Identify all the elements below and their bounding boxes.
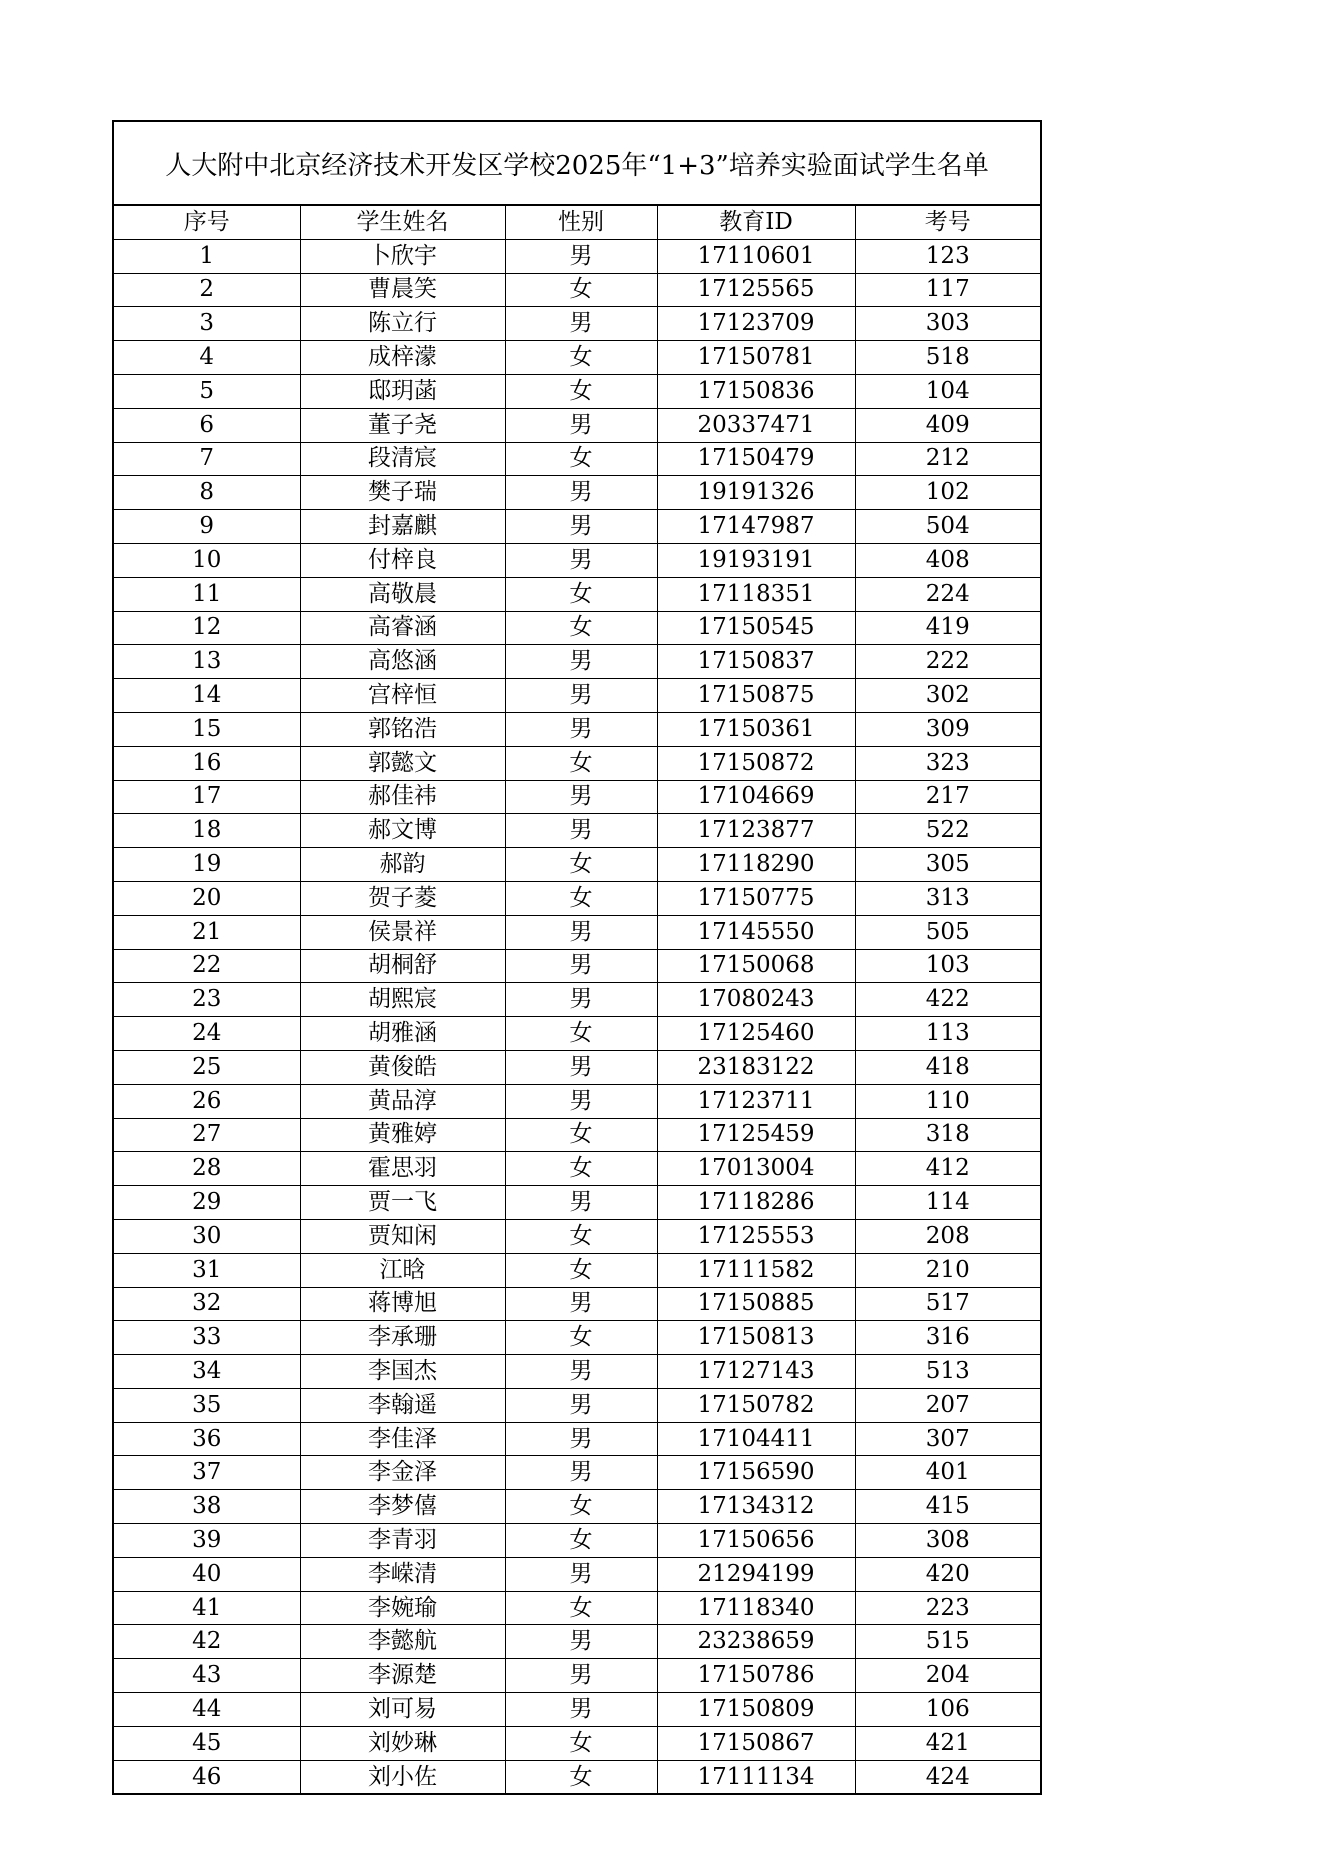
table-row xyxy=(114,341,1040,375)
cell-serial-number: 20 xyxy=(114,881,300,915)
cell-education-id: 17123711 xyxy=(657,1084,855,1118)
cell-serial-number: 44 xyxy=(114,1693,300,1727)
table-row xyxy=(114,1591,1040,1625)
cell-gender: 男 xyxy=(505,1287,657,1321)
table-row xyxy=(114,814,1040,848)
cell-gender: 男 xyxy=(505,1422,657,1456)
table-row xyxy=(114,1017,1040,1051)
table-row xyxy=(114,1084,1040,1118)
cell-gender: 男 xyxy=(505,1355,657,1389)
cell-education-id: 17125460 xyxy=(657,1017,855,1051)
cell-student-name: 樊子瑞 xyxy=(300,476,505,510)
cell-gender: 男 xyxy=(505,1625,657,1659)
cell-education-id: 21294199 xyxy=(657,1557,855,1591)
cell-student-name: 侯景祥 xyxy=(300,915,505,949)
cell-education-id: 17125459 xyxy=(657,1118,855,1152)
table-row xyxy=(114,1355,1040,1389)
cell-student-name: 刘小佐 xyxy=(300,1760,505,1793)
cell-education-id: 17080243 xyxy=(657,983,855,1017)
cell-gender: 女 xyxy=(505,1017,657,1051)
cell-student-name: 郭懿文 xyxy=(300,746,505,780)
cell-student-name: 刘妙琳 xyxy=(300,1726,505,1760)
cell-education-id: 17150786 xyxy=(657,1659,855,1693)
cell-education-id: 17111134 xyxy=(657,1760,855,1793)
table-row xyxy=(114,1219,1040,1253)
cell-gender: 男 xyxy=(505,814,657,848)
cell-exam-number: 316 xyxy=(855,1321,1040,1355)
cell-exam-number: 309 xyxy=(855,712,1040,746)
table-row xyxy=(114,1422,1040,1456)
cell-serial-number: 33 xyxy=(114,1321,300,1355)
cell-gender: 女 xyxy=(505,1591,657,1625)
cell-education-id: 17150836 xyxy=(657,374,855,408)
cell-exam-number: 412 xyxy=(855,1152,1040,1186)
cell-student-name: 陈立行 xyxy=(300,307,505,341)
cell-exam-number: 424 xyxy=(855,1760,1040,1793)
cell-education-id: 17150875 xyxy=(657,679,855,713)
table-row xyxy=(114,1693,1040,1727)
cell-student-name: 卜欣宇 xyxy=(300,239,505,273)
cell-education-id: 17123877 xyxy=(657,814,855,848)
cell-exam-number: 224 xyxy=(855,577,1040,611)
cell-education-id: 17111582 xyxy=(657,1253,855,1287)
cell-education-id: 17150809 xyxy=(657,1693,855,1727)
cell-education-id: 19191326 xyxy=(657,476,855,510)
cell-exam-number: 217 xyxy=(855,780,1040,814)
cell-exam-number: 307 xyxy=(855,1422,1040,1456)
cell-education-id: 17150813 xyxy=(657,1321,855,1355)
cell-gender: 男 xyxy=(505,1186,657,1220)
cell-student-name: 高敬晨 xyxy=(300,577,505,611)
cell-gender: 女 xyxy=(505,442,657,476)
cell-gender: 男 xyxy=(505,307,657,341)
cell-serial-number: 8 xyxy=(114,476,300,510)
table-row xyxy=(114,611,1040,645)
table-row xyxy=(114,374,1040,408)
cell-serial-number: 15 xyxy=(114,712,300,746)
table-row xyxy=(114,1524,1040,1558)
cell-student-name: 江晗 xyxy=(300,1253,505,1287)
cell-gender: 女 xyxy=(505,1253,657,1287)
cell-gender: 男 xyxy=(505,239,657,273)
cell-student-name: 邸玥菡 xyxy=(300,374,505,408)
table-row xyxy=(114,408,1040,442)
cell-student-name: 曹晨笑 xyxy=(300,273,505,307)
cell-gender: 男 xyxy=(505,915,657,949)
cell-exam-number: 422 xyxy=(855,983,1040,1017)
cell-student-name: 郝文博 xyxy=(300,814,505,848)
table-row xyxy=(114,1726,1040,1760)
cell-student-name: 郭铭浩 xyxy=(300,712,505,746)
cell-serial-number: 31 xyxy=(114,1253,300,1287)
page-title: 人大附中北京经济技术开发区学校2025年“1+3”培养实验面试学生名单 xyxy=(114,122,1040,206)
cell-gender: 男 xyxy=(505,983,657,1017)
cell-serial-number: 11 xyxy=(114,577,300,611)
table-row xyxy=(114,1557,1040,1591)
cell-exam-number: 419 xyxy=(855,611,1040,645)
table-row xyxy=(114,1456,1040,1490)
cell-gender: 男 xyxy=(505,1388,657,1422)
cell-education-id: 17125553 xyxy=(657,1219,855,1253)
cell-student-name: 李嵘清 xyxy=(300,1557,505,1591)
cell-student-name: 封嘉麒 xyxy=(300,510,505,544)
table-row xyxy=(114,1388,1040,1422)
cell-serial-number: 5 xyxy=(114,374,300,408)
cell-gender: 女 xyxy=(505,848,657,882)
cell-serial-number: 30 xyxy=(114,1219,300,1253)
cell-exam-number: 222 xyxy=(855,645,1040,679)
cell-serial-number: 12 xyxy=(114,611,300,645)
cell-exam-number: 408 xyxy=(855,543,1040,577)
cell-gender: 男 xyxy=(505,1084,657,1118)
cell-serial-number: 22 xyxy=(114,949,300,983)
cell-student-name: 高睿涵 xyxy=(300,611,505,645)
cell-gender: 女 xyxy=(505,611,657,645)
cell-gender: 男 xyxy=(505,510,657,544)
table-row xyxy=(114,1760,1040,1793)
table-row xyxy=(114,1050,1040,1084)
table-row xyxy=(114,1287,1040,1321)
cell-serial-number: 24 xyxy=(114,1017,300,1051)
header-gender: 性别 xyxy=(505,206,657,239)
cell-serial-number: 25 xyxy=(114,1050,300,1084)
table-row xyxy=(114,746,1040,780)
cell-serial-number: 35 xyxy=(114,1388,300,1422)
cell-education-id: 17150885 xyxy=(657,1287,855,1321)
student-list-sheet xyxy=(112,120,1042,1795)
cell-exam-number: 104 xyxy=(855,374,1040,408)
cell-student-name: 胡雅涵 xyxy=(300,1017,505,1051)
cell-exam-number: 302 xyxy=(855,679,1040,713)
cell-exam-number: 303 xyxy=(855,307,1040,341)
cell-education-id: 17127143 xyxy=(657,1355,855,1389)
cell-student-name: 黄雅婷 xyxy=(300,1118,505,1152)
cell-serial-number: 26 xyxy=(114,1084,300,1118)
table-row xyxy=(114,273,1040,307)
cell-gender: 女 xyxy=(505,881,657,915)
cell-student-name: 段清宸 xyxy=(300,442,505,476)
cell-exam-number: 103 xyxy=(855,949,1040,983)
table-row xyxy=(114,983,1040,1017)
cell-education-id: 23238659 xyxy=(657,1625,855,1659)
cell-student-name: 李源楚 xyxy=(300,1659,505,1693)
cell-serial-number: 17 xyxy=(114,780,300,814)
cell-student-name: 蒋博旭 xyxy=(300,1287,505,1321)
cell-gender: 女 xyxy=(505,1219,657,1253)
cell-student-name: 贾知闲 xyxy=(300,1219,505,1253)
cell-serial-number: 21 xyxy=(114,915,300,949)
cell-exam-number: 102 xyxy=(855,476,1040,510)
cell-serial-number: 40 xyxy=(114,1557,300,1591)
cell-serial-number: 27 xyxy=(114,1118,300,1152)
cell-education-id: 17150872 xyxy=(657,746,855,780)
cell-exam-number: 513 xyxy=(855,1355,1040,1389)
cell-exam-number: 204 xyxy=(855,1659,1040,1693)
table-row xyxy=(114,1659,1040,1693)
cell-gender: 男 xyxy=(505,780,657,814)
cell-gender: 男 xyxy=(505,679,657,713)
cell-education-id: 17147987 xyxy=(657,510,855,544)
cell-exam-number: 123 xyxy=(855,239,1040,273)
cell-exam-number: 515 xyxy=(855,1625,1040,1659)
cell-student-name: 黄俊皓 xyxy=(300,1050,505,1084)
cell-exam-number: 420 xyxy=(855,1557,1040,1591)
cell-exam-number: 305 xyxy=(855,848,1040,882)
cell-education-id: 17118290 xyxy=(657,848,855,882)
table-row xyxy=(114,848,1040,882)
cell-exam-number: 207 xyxy=(855,1388,1040,1422)
cell-gender: 男 xyxy=(505,1456,657,1490)
table-row xyxy=(114,1625,1040,1659)
cell-serial-number: 32 xyxy=(114,1287,300,1321)
table-row xyxy=(114,239,1040,273)
cell-education-id: 17150775 xyxy=(657,881,855,915)
cell-serial-number: 43 xyxy=(114,1659,300,1693)
cell-gender: 男 xyxy=(505,476,657,510)
cell-education-id: 17134312 xyxy=(657,1490,855,1524)
table-row xyxy=(114,645,1040,679)
cell-gender: 女 xyxy=(505,577,657,611)
cell-gender: 女 xyxy=(505,1152,657,1186)
table-body xyxy=(114,239,1040,1793)
cell-serial-number: 2 xyxy=(114,273,300,307)
cell-exam-number: 415 xyxy=(855,1490,1040,1524)
header-education-id: 教育ID xyxy=(657,206,855,239)
cell-serial-number: 13 xyxy=(114,645,300,679)
table-row xyxy=(114,679,1040,713)
cell-student-name: 胡桐舒 xyxy=(300,949,505,983)
cell-exam-number: 114 xyxy=(855,1186,1040,1220)
cell-serial-number: 19 xyxy=(114,848,300,882)
table-row xyxy=(114,949,1040,983)
cell-gender: 女 xyxy=(505,1524,657,1558)
cell-gender: 男 xyxy=(505,543,657,577)
cell-education-id: 17123709 xyxy=(657,307,855,341)
cell-student-name: 胡熙宸 xyxy=(300,983,505,1017)
cell-exam-number: 223 xyxy=(855,1591,1040,1625)
cell-education-id: 20337471 xyxy=(657,408,855,442)
cell-serial-number: 1 xyxy=(114,239,300,273)
cell-student-name: 付梓良 xyxy=(300,543,505,577)
cell-exam-number: 409 xyxy=(855,408,1040,442)
cell-gender: 女 xyxy=(505,746,657,780)
cell-serial-number: 38 xyxy=(114,1490,300,1524)
cell-gender: 女 xyxy=(505,1321,657,1355)
cell-education-id: 23183122 xyxy=(657,1050,855,1084)
cell-exam-number: 117 xyxy=(855,273,1040,307)
cell-student-name: 高悠涵 xyxy=(300,645,505,679)
cell-serial-number: 23 xyxy=(114,983,300,1017)
table-row xyxy=(114,307,1040,341)
cell-serial-number: 42 xyxy=(114,1625,300,1659)
cell-student-name: 李梦僖 xyxy=(300,1490,505,1524)
table-row xyxy=(114,476,1040,510)
cell-gender: 女 xyxy=(505,1490,657,1524)
cell-student-name: 李佳泽 xyxy=(300,1422,505,1456)
cell-student-name: 宫梓恒 xyxy=(300,679,505,713)
cell-exam-number: 418 xyxy=(855,1050,1040,1084)
cell-serial-number: 34 xyxy=(114,1355,300,1389)
cell-exam-number: 210 xyxy=(855,1253,1040,1287)
cell-gender: 男 xyxy=(505,1659,657,1693)
cell-education-id: 17150867 xyxy=(657,1726,855,1760)
cell-exam-number: 208 xyxy=(855,1219,1040,1253)
cell-gender: 女 xyxy=(505,341,657,375)
cell-education-id: 17150781 xyxy=(657,341,855,375)
table-header-row xyxy=(114,206,1040,239)
table-row xyxy=(114,1152,1040,1186)
cell-serial-number: 16 xyxy=(114,746,300,780)
cell-education-id: 17150068 xyxy=(657,949,855,983)
cell-exam-number: 517 xyxy=(855,1287,1040,1321)
table-row xyxy=(114,1118,1040,1152)
cell-education-id: 17118286 xyxy=(657,1186,855,1220)
cell-education-id: 17150361 xyxy=(657,712,855,746)
cell-education-id: 19193191 xyxy=(657,543,855,577)
cell-gender: 男 xyxy=(505,1557,657,1591)
table-row xyxy=(114,915,1040,949)
cell-student-name: 李婉瑜 xyxy=(300,1591,505,1625)
cell-serial-number: 7 xyxy=(114,442,300,476)
table-row xyxy=(114,577,1040,611)
cell-serial-number: 29 xyxy=(114,1186,300,1220)
cell-gender: 女 xyxy=(505,1726,657,1760)
header-serial-number: 序号 xyxy=(114,206,300,239)
cell-education-id: 17110601 xyxy=(657,239,855,273)
cell-student-name: 成梓濛 xyxy=(300,341,505,375)
cell-education-id: 17118351 xyxy=(657,577,855,611)
cell-student-name: 霍思羽 xyxy=(300,1152,505,1186)
cell-serial-number: 14 xyxy=(114,679,300,713)
cell-gender: 女 xyxy=(505,1118,657,1152)
table-row xyxy=(114,442,1040,476)
cell-exam-number: 318 xyxy=(855,1118,1040,1152)
cell-exam-number: 518 xyxy=(855,341,1040,375)
table-row xyxy=(114,712,1040,746)
cell-exam-number: 504 xyxy=(855,510,1040,544)
cell-education-id: 17150545 xyxy=(657,611,855,645)
table-row xyxy=(114,510,1040,544)
cell-exam-number: 522 xyxy=(855,814,1040,848)
cell-serial-number: 6 xyxy=(114,408,300,442)
cell-student-name: 李青羽 xyxy=(300,1524,505,1558)
cell-education-id: 17145550 xyxy=(657,915,855,949)
cell-education-id: 17118340 xyxy=(657,1591,855,1625)
cell-education-id: 17104669 xyxy=(657,780,855,814)
cell-education-id: 17104411 xyxy=(657,1422,855,1456)
cell-education-id: 17150782 xyxy=(657,1388,855,1422)
header-exam-number: 考号 xyxy=(855,206,1040,239)
cell-gender: 女 xyxy=(505,1760,657,1793)
cell-student-name: 贺子菱 xyxy=(300,881,505,915)
table-row xyxy=(114,1253,1040,1287)
cell-exam-number: 505 xyxy=(855,915,1040,949)
cell-education-id: 17150837 xyxy=(657,645,855,679)
cell-exam-number: 313 xyxy=(855,881,1040,915)
cell-exam-number: 113 xyxy=(855,1017,1040,1051)
cell-student-name: 李懿航 xyxy=(300,1625,505,1659)
cell-student-name: 董子尧 xyxy=(300,408,505,442)
cell-gender: 女 xyxy=(505,374,657,408)
table-row xyxy=(114,543,1040,577)
cell-serial-number: 39 xyxy=(114,1524,300,1558)
table-row xyxy=(114,780,1040,814)
cell-student-name: 李翰遥 xyxy=(300,1388,505,1422)
cell-student-name: 李国杰 xyxy=(300,1355,505,1389)
cell-serial-number: 36 xyxy=(114,1422,300,1456)
cell-gender: 男 xyxy=(505,1050,657,1084)
cell-education-id: 17150479 xyxy=(657,442,855,476)
cell-serial-number: 3 xyxy=(114,307,300,341)
cell-serial-number: 45 xyxy=(114,1726,300,1760)
cell-student-name: 郝佳祎 xyxy=(300,780,505,814)
cell-gender: 男 xyxy=(505,712,657,746)
table-row xyxy=(114,1186,1040,1220)
cell-exam-number: 323 xyxy=(855,746,1040,780)
table-row xyxy=(114,1321,1040,1355)
cell-student-name: 刘可易 xyxy=(300,1693,505,1727)
cell-serial-number: 4 xyxy=(114,341,300,375)
cell-serial-number: 46 xyxy=(192,1763,222,1790)
cell-student-name: 李金泽 xyxy=(300,1456,505,1490)
cell-education-id: 17156590 xyxy=(657,1456,855,1490)
cell-exam-number: 110 xyxy=(855,1084,1040,1118)
cell-serial-number: 28 xyxy=(114,1152,300,1186)
cell-education-id: 17125565 xyxy=(657,273,855,307)
cell-exam-number: 212 xyxy=(855,442,1040,476)
cell-serial-number: 9 xyxy=(114,510,300,544)
cell-exam-number: 106 xyxy=(855,1693,1040,1727)
cell-student-name: 贾一飞 xyxy=(300,1186,505,1220)
cell-gender: 女 xyxy=(505,273,657,307)
cell-exam-number: 308 xyxy=(855,1524,1040,1558)
cell-gender: 男 xyxy=(505,645,657,679)
cell-education-id: 17013004 xyxy=(657,1152,855,1186)
cell-student-name: 郝韵 xyxy=(300,848,505,882)
cell-exam-number: 421 xyxy=(855,1726,1040,1760)
cell-education-id: 17150656 xyxy=(657,1524,855,1558)
cell-student-name: 黄品淳 xyxy=(300,1084,505,1118)
header-student-name: 学生姓名 xyxy=(300,206,505,239)
cell-serial-number: 18 xyxy=(114,814,300,848)
table-row xyxy=(114,881,1040,915)
cell-student-name: 李承珊 xyxy=(300,1321,505,1355)
table-row xyxy=(114,1490,1040,1524)
student-table xyxy=(114,206,1040,1793)
cell-gender: 男 xyxy=(505,949,657,983)
cell-gender: 男 xyxy=(505,1693,657,1727)
cell-serial-number: 37 xyxy=(114,1456,300,1490)
cell-serial-number: 41 xyxy=(114,1591,300,1625)
cell-exam-number: 401 xyxy=(855,1456,1040,1490)
cell-serial-number: 10 xyxy=(114,543,300,577)
cell-gender: 男 xyxy=(505,408,657,442)
